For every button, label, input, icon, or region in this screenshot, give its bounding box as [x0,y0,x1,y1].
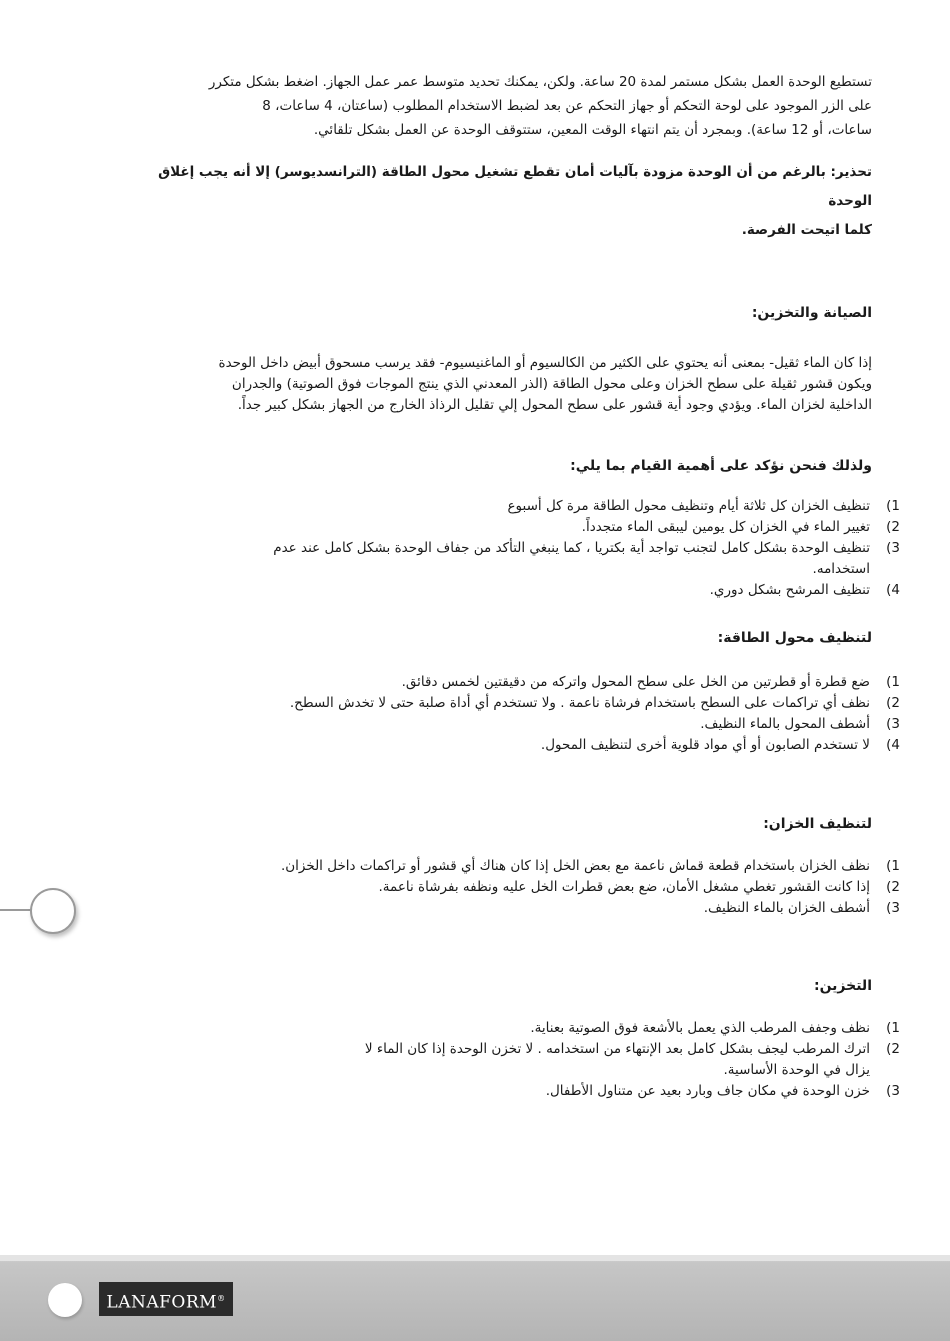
tank-list [260,856,900,919]
item-text: نظف أي تراكمات على السطح باستخدام فرشاة ناعمة . ولا تستخدم أي أداة صلبة حتى لا تخدش السطح. [289,695,870,711]
list-item [260,538,900,580]
item-text: نظف وجفف المرطب الذي يعمل بالأشعة فوق الصوتية بعناية. [530,1020,870,1036]
footer-highlight [0,1255,950,1261]
storage-heading: التخزين: [813,978,872,994]
item-text: تغيير الماء في الخزان كل يومين ليبقى الماء متجدداً. [581,519,870,535]
list-item [240,693,900,714]
item-text: تنظيف الوحدة بشكل كامل لتجنب تواجد أية بكتريا ، كما ينبغي التأكد من جفاف الوحدة بشكل كامل عند عدم استخدامه. [273,540,870,577]
maintenance-line: الداخلية لخزان الماء. ويؤدي وجود أية قشور على سطح المحول إلي تقليل الرذاذ الخارج من الجهاز بشكل كبير جداً. [237,397,872,413]
maintenance-line: إذا كان الماء ثقيل- بمعنى أنه يحتوي على الكثير من الكالسيوم أو الماغنيسيوم- فقد يرسب مسحوق أبيض داخل الوحدة [218,355,872,371]
item-text: نظف الخزان باستخدام قطعة قماش ناعمة مع بعض الخل إذا كان هناك أي قشور أو تراكمات داخل الخزان. [280,858,870,874]
logo-text: LANAFORM [106,1292,218,1313]
list-item [340,1039,900,1081]
item-number: 4) [886,582,900,598]
converter-list [240,672,900,756]
item-text: اترك المرطب ليجف بشكل كامل بعد الإنتهاء من استخدامه . لا تخزن الوحدة إذا كان الماء لا يزال في الوحدة الأساسية. [364,1041,870,1078]
lanaform-logo [99,1282,233,1316]
list-item [260,517,900,538]
intro-line: ساعات، أو 12 ساعة). وبمجرد أن يتم انتهاء الوقت المعين، ستتوقف الوحدة عن العمل بشكل تلقائي. [313,122,872,138]
warning-paragraph [152,158,872,245]
list-item [260,496,900,517]
item-text: لا تستخدم الصابون أو أي مواد قلوية أخرى لتنظيف المحول. [540,737,870,753]
item-number: 3) [886,1083,900,1099]
item-text: تنظيف المرشح بشكل دوري. [709,582,870,598]
emphasis-heading: ولذلك فنحن نؤكد على أهمية القيام بما يلي: [570,458,872,474]
side-tab-circle [30,888,76,934]
list-item [260,856,900,877]
emphasis-list [260,496,900,601]
maintenance-heading: الصيانة والتخزين: [751,305,872,321]
page-number-circle [48,1283,82,1317]
intro-paragraph [152,70,872,142]
list-item [260,877,900,898]
item-text: أشطف الخزان بالماء النظيف. [703,900,870,916]
maintenance-paragraph [152,353,872,416]
registered-mark: ® [217,1294,226,1303]
intro-line: على الزر الموجود على لوحة التحكم أو جهاز التحكم عن بعد لضبط الاستخدام المطلوب (ساعتان، 4 ساعات، 8 [262,98,872,114]
item-text: إذا كانت القشور تغطي مشغل الأمان، ضع بعض قطرات الخل عليه ونظفه بفرشاة ناعمة. [378,879,870,895]
intro-line: تستطيع الوحدة العمل بشكل مستمر لمدة 20 ساعة. ولكن، يمكنك تحديد متوسط عمر عمل الجهاز. اضغط بشكل متكرر [208,74,872,90]
item-number: 4) [886,737,900,753]
item-text: ضع قطرة أو قطرتين من الخل على سطح المحول واتركه من دقيقتين لخمس دقائق. [401,674,870,690]
list-item [240,735,900,756]
item-number: 2) [886,519,900,535]
item-text: أشطف المحول بالماء النظيف. [700,716,870,732]
list-item [340,1081,900,1102]
item-number: 2) [886,1041,900,1057]
tank-heading: لتنظيف الخزان: [763,816,872,832]
item-number: 2) [886,695,900,711]
list-item [240,714,900,735]
item-text: خزن الوحدة في مكان جاف وبارد بعيد عن متناول الأطفال. [545,1083,870,1099]
list-item [340,1018,900,1039]
storage-list [340,1018,900,1102]
item-number: 3) [886,900,900,916]
item-number: 1) [886,498,900,514]
item-text: تنظيف الخزان كل ثلاثة أيام وتنظيف محول الطاقة مرة كل أسبوع [507,498,870,514]
maintenance-line: ويكون قشور ثقيلة على سطح الخزان وعلى محول الطاقة (الذر المعدني الذي ينتج الموجات فوق الصوتية) والجدران [231,376,872,392]
item-number: 1) [886,1020,900,1036]
converter-heading: لتنظيف محول الطاقة: [717,630,872,646]
list-item [260,898,900,919]
warning-line: تحذير: بالرغم من أن الوحدة مزودة بآليات أمان تقطع تشغيل محول الطاقة (الترانسديوسر) إلا أنه يجب إغلاق الوحدة [158,164,872,209]
item-number: 3) [886,716,900,732]
item-number: 2) [886,879,900,895]
warning-line: كلما اتيحت الفرصة. [741,222,872,238]
item-number: 1) [886,858,900,874]
item-number: 1) [886,674,900,690]
list-item [260,580,900,601]
list-item [240,672,900,693]
item-number: 3) [886,540,900,556]
